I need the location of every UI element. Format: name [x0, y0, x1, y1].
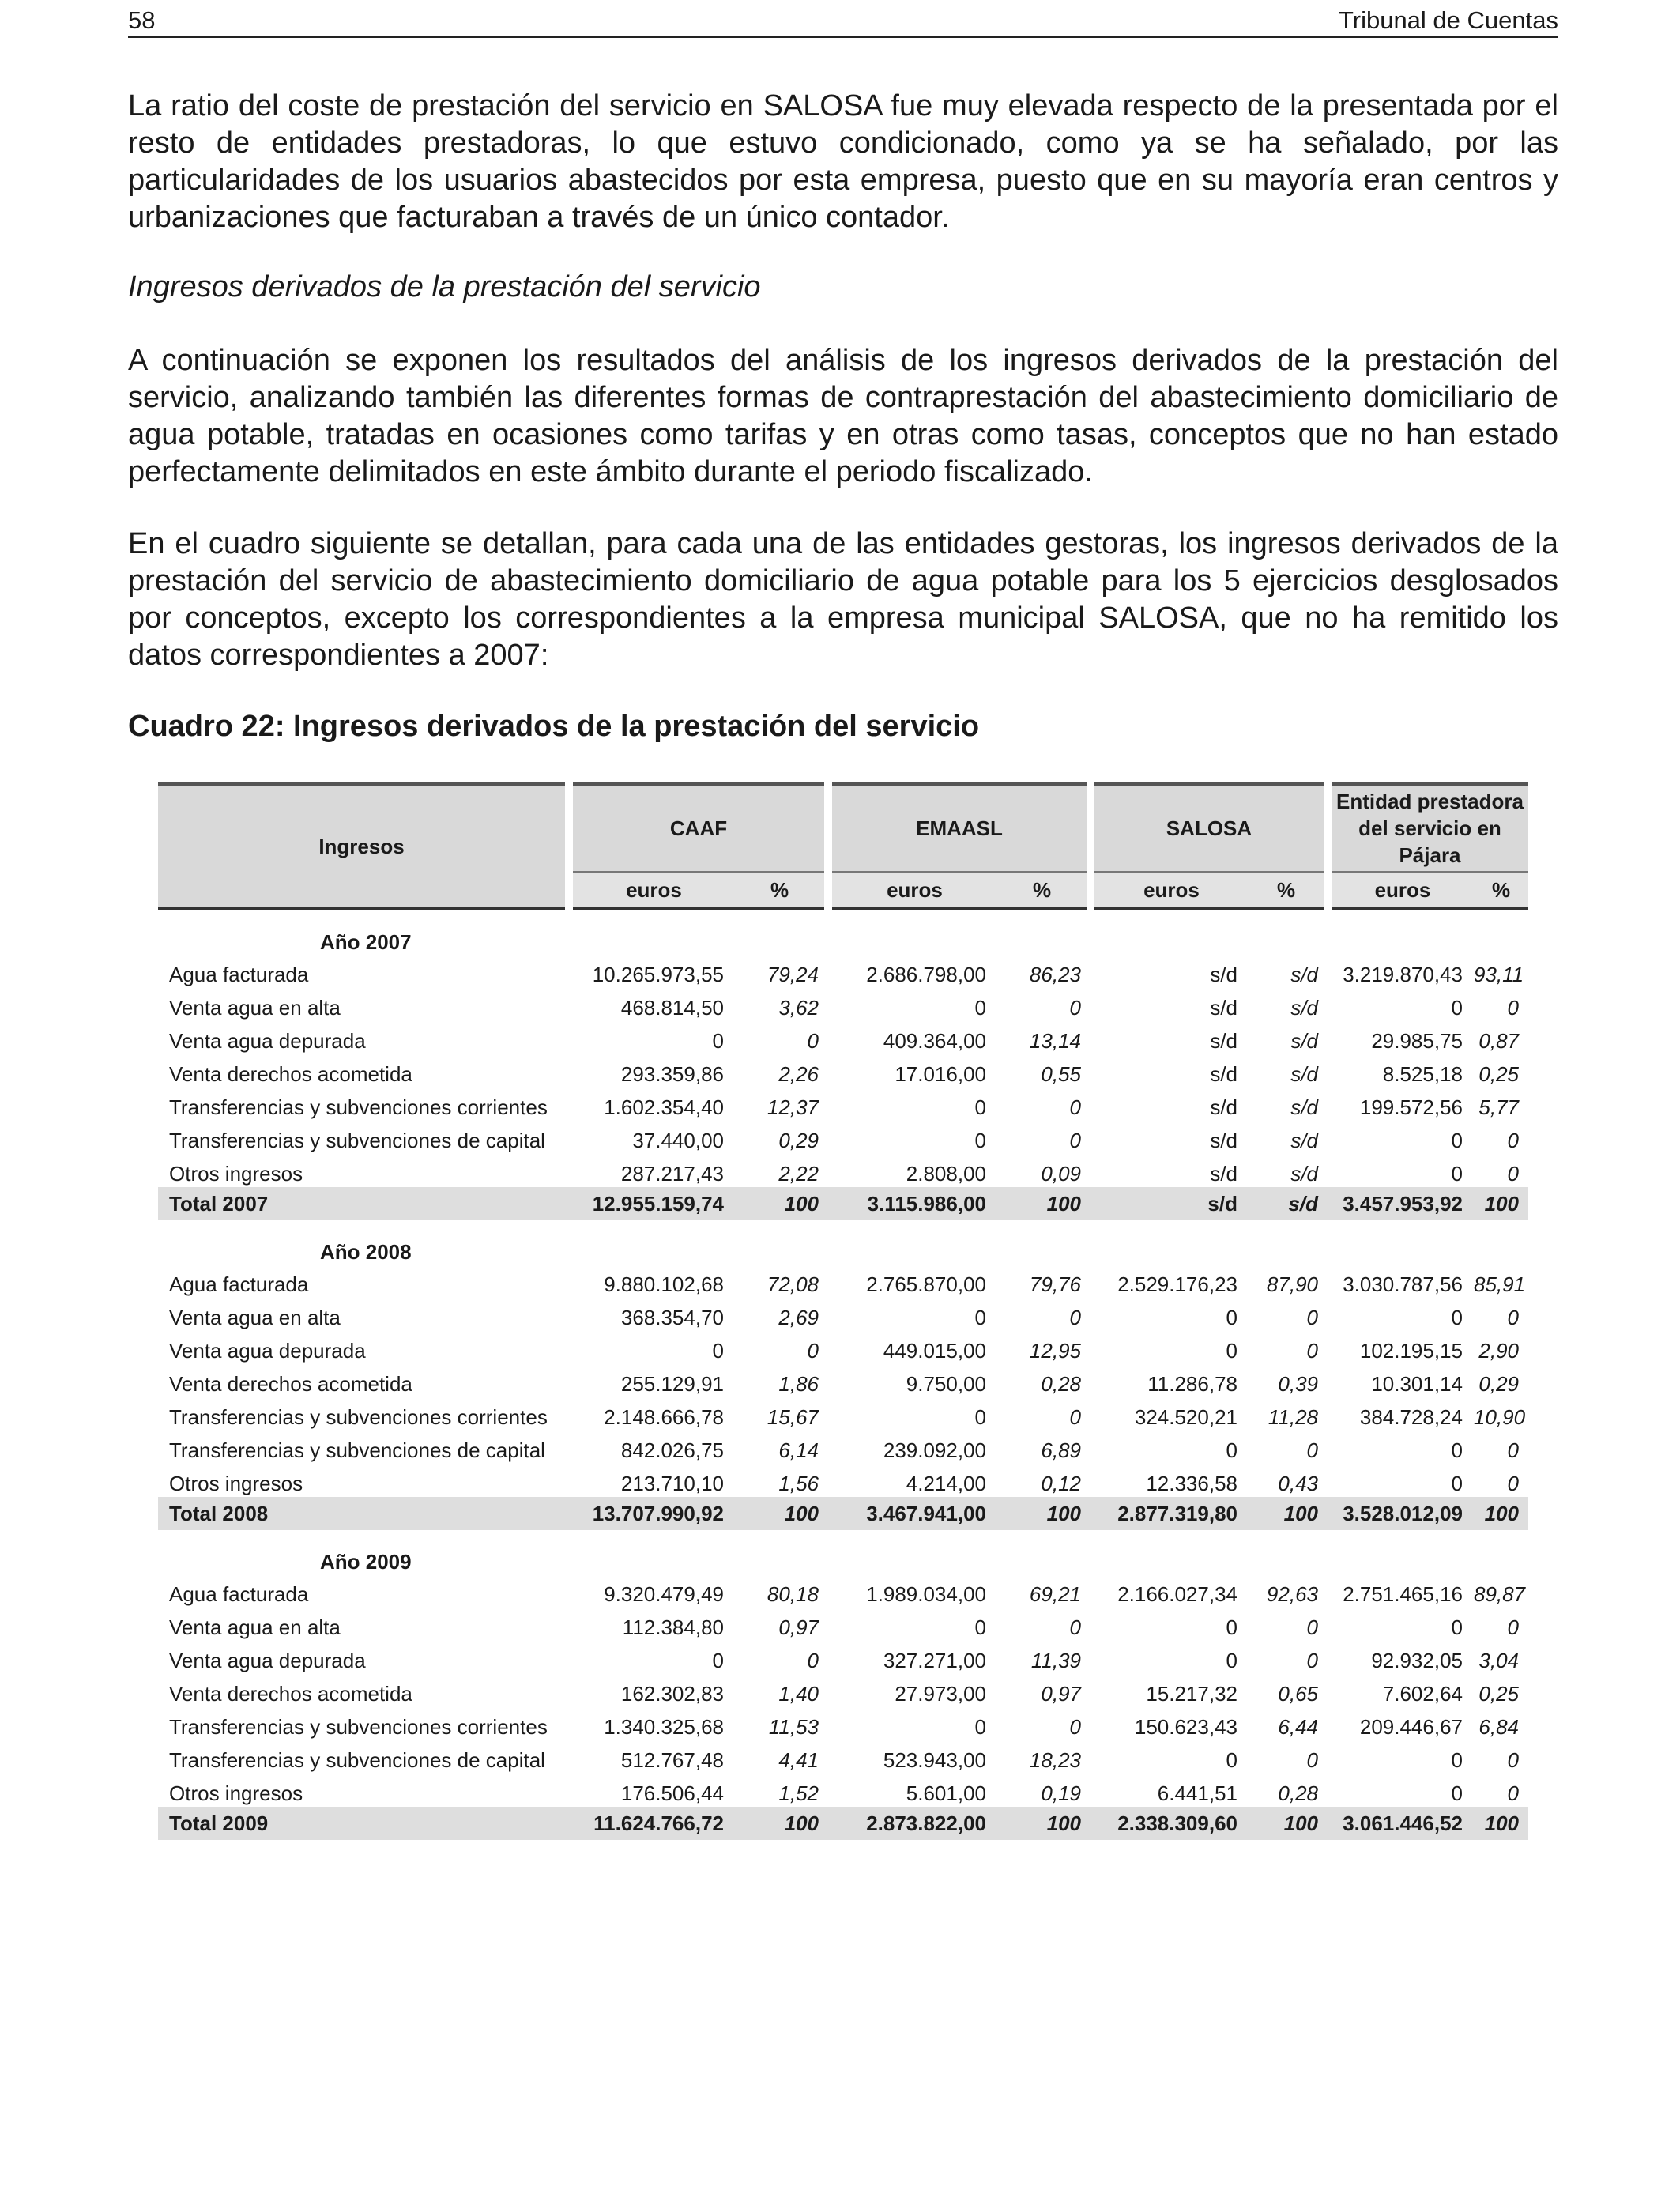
table-body	[158, 909, 1528, 1840]
cell-pct: s/d	[1290, 1029, 1318, 1053]
total-euros: 2.873.822,00	[828, 1807, 997, 1840]
cell-euros: 4.214,00	[906, 1472, 986, 1495]
cell-pct: 6,14	[778, 1438, 819, 1462]
row-label: Venta agua en alta	[169, 1306, 341, 1329]
total-pct: 100	[735, 1187, 828, 1220]
cell-pct: 18,23	[1029, 1748, 1081, 1772]
total-pct: s/d	[1249, 1187, 1328, 1220]
cell-euros: 11.286,78	[1147, 1372, 1237, 1396]
cell-pct: 1,56	[778, 1472, 819, 1495]
row-label: Otros ingresos	[169, 1472, 303, 1495]
table-row	[158, 988, 1528, 1021]
cell-euros: 2.808,00	[906, 1162, 986, 1186]
cell-pct: 86,23	[1029, 963, 1081, 986]
table-row	[158, 1088, 1528, 1121]
row-label: Transferencias y subvenciones corrientes	[169, 1715, 548, 1739]
cell-euros: 2.166.027,34	[1117, 1582, 1237, 1606]
cell-euros: 0	[974, 1405, 986, 1429]
cell-pct: 15,67	[767, 1405, 819, 1429]
cell-pct: 12,95	[1029, 1339, 1081, 1363]
total-pct: 100	[997, 1187, 1090, 1220]
cell-pct: 0	[1507, 1472, 1519, 1495]
cell-pct: s/d	[1290, 1162, 1318, 1186]
table-row	[158, 1740, 1528, 1774]
cell-pct: 0	[1507, 1781, 1519, 1805]
cell-pct: 1,86	[778, 1372, 819, 1396]
total-euros: 3.061.446,52	[1328, 1807, 1474, 1840]
cell-euros: 255.129,91	[620, 1372, 724, 1396]
cell-euros: 409.364,00	[883, 1029, 986, 1053]
row-label: Venta agua en alta	[169, 996, 341, 1020]
paragraph-3: En el cuadro siguiente se detallan, para cada una de las entidades gestoras, los ingresos derivados de la prestación del servicio de abastecimiento domiciliario de agua potable para los 5 ejercicios desglosados por conceptos, excepto los correspondientes a la empresa municipal SALOSA, que no ha remitido los datos correspondientes a 2007:	[128, 527, 1558, 672]
total-euros: 11.624.766,72	[569, 1807, 735, 1840]
cell-euros: 112.384,80	[622, 1615, 724, 1639]
year-header-row	[158, 909, 1528, 955]
cell-euros: 468.814,50	[620, 996, 724, 1020]
row-label: Venta agua depurada	[169, 1029, 366, 1053]
cell-euros: 0	[1451, 1472, 1463, 1495]
year-header-row	[158, 1220, 1528, 1265]
cell-pct: 0	[1069, 1306, 1081, 1329]
cell-pct: 0,28	[1041, 1372, 1081, 1396]
cell-euros: 3.219.870,43	[1343, 963, 1463, 986]
table-row	[158, 1674, 1528, 1707]
row-label: Venta derechos acometida	[169, 1682, 412, 1706]
cell-euros: 0	[1451, 1748, 1463, 1772]
cell-pct: 93,11	[1474, 963, 1524, 986]
income-table	[158, 782, 1528, 1840]
cell-pct: 0	[1306, 1306, 1318, 1329]
total-row	[158, 1497, 1528, 1530]
cell-euros: 327.271,00	[883, 1649, 986, 1672]
cell-euros: 0	[1226, 1306, 1237, 1329]
cell-euros: 449.015,00	[883, 1339, 986, 1363]
cell-euros: 8.525,18	[1382, 1062, 1463, 1086]
row-label: Transferencias y subvenciones de capital	[169, 1748, 545, 1772]
cell-euros: 0	[1451, 996, 1463, 1020]
header-organization: Tribunal de Cuentas	[1338, 6, 1558, 34]
cell-euros: 324.520,21	[1134, 1405, 1237, 1429]
table-row	[158, 1121, 1528, 1154]
cell-pct: 2,69	[778, 1306, 819, 1329]
row-label: Venta derechos acometida	[169, 1062, 412, 1086]
table-row	[158, 1431, 1528, 1464]
cell-euros: 1.989.034,00	[866, 1582, 986, 1606]
cell-euros: 0	[712, 1649, 724, 1672]
cell-pct: 2,22	[778, 1162, 819, 1186]
cell-pct: 0,19	[1041, 1781, 1081, 1805]
cell-pct: s/d	[1290, 963, 1318, 986]
cell-euros: 2.148.666,78	[604, 1405, 724, 1429]
cell-pct: 13,14	[1029, 1029, 1081, 1053]
cell-euros: s/d	[1210, 1062, 1237, 1086]
cell-pct: 0,29	[778, 1129, 819, 1152]
subheader-pct: %	[1474, 872, 1528, 909]
cell-euros: 17.016,00	[895, 1062, 986, 1086]
cell-pct: 2,26	[778, 1062, 819, 1086]
subheader-euros: euros	[1328, 872, 1474, 909]
col-header-salosa: SALOSA	[1090, 784, 1328, 872]
table-row	[158, 955, 1528, 988]
cell-euros: 0	[1226, 1615, 1237, 1639]
cell-euros: 7.602,64	[1382, 1682, 1463, 1706]
cell-euros: 0	[974, 1615, 986, 1639]
cell-pct: 2,90	[1478, 1339, 1519, 1363]
cell-pct: 0,29	[1478, 1372, 1519, 1396]
cell-euros: 0	[1451, 1438, 1463, 1462]
cell-euros: 102.195,15	[1359, 1339, 1463, 1363]
row-label: Otros ingresos	[169, 1162, 303, 1186]
cell-pct: 0	[1507, 1306, 1519, 1329]
cell-pct: 3,62	[778, 996, 819, 1020]
cell-pct: 0,87	[1478, 1029, 1519, 1053]
cell-pct: 0	[1069, 996, 1081, 1020]
row-label: Transferencias y subvenciones de capital	[169, 1129, 545, 1152]
cell-pct: 1,52	[778, 1781, 819, 1805]
col-header-pajara: Entidad prestadora del servicio en Pájara	[1328, 784, 1528, 872]
row-label: Venta agua depurada	[169, 1339, 366, 1363]
cell-pct: 0	[1069, 1715, 1081, 1739]
row-label: Venta agua en alta	[169, 1615, 341, 1639]
cell-euros: 293.359,86	[620, 1062, 724, 1086]
row-label: Agua facturada	[169, 1582, 309, 1606]
cell-pct: 12,37	[767, 1095, 819, 1119]
total-euros: 2.877.319,80	[1090, 1497, 1249, 1530]
total-euros: 3.457.953,92	[1328, 1187, 1474, 1220]
cell-pct: 0,43	[1278, 1472, 1318, 1495]
cell-euros: 0	[1226, 1438, 1237, 1462]
cell-pct: 0,28	[1278, 1781, 1318, 1805]
table-row	[158, 1331, 1528, 1364]
cell-pct: 0	[1069, 1095, 1081, 1119]
cell-euros: 209.446,67	[1359, 1715, 1463, 1739]
total-euros: 13.707.990,92	[569, 1497, 735, 1530]
cell-euros: s/d	[1210, 1095, 1237, 1119]
cell-pct: 0	[1507, 996, 1519, 1020]
subheader-pct: %	[1249, 872, 1328, 909]
cell-pct: s/d	[1290, 1095, 1318, 1119]
year-label: Año 2009	[320, 1550, 412, 1574]
cell-pct: s/d	[1290, 996, 1318, 1020]
cell-euros: 12.336,58	[1146, 1472, 1237, 1495]
cell-pct: 4,41	[778, 1748, 819, 1772]
cell-euros: 287.217,43	[620, 1162, 724, 1186]
subheader-euros: euros	[828, 872, 997, 909]
cell-pct: 0	[1507, 1162, 1519, 1186]
cell-euros: s/d	[1210, 963, 1237, 986]
cell-pct: 0	[807, 1029, 819, 1053]
cell-euros: 1.340.325,68	[604, 1715, 724, 1739]
total-euros: s/d	[1090, 1187, 1249, 1220]
cell-euros: 2.686.798,00	[866, 963, 986, 986]
table-row	[158, 1641, 1528, 1674]
cell-euros: 199.572,56	[1359, 1095, 1463, 1119]
table-row	[158, 1464, 1528, 1497]
cell-euros: 0	[1451, 1306, 1463, 1329]
total-row	[158, 1187, 1528, 1220]
cell-pct: 0,97	[1041, 1682, 1081, 1706]
cell-euros: 150.623,43	[1134, 1715, 1237, 1739]
table-row	[158, 1574, 1528, 1608]
page-number: 58	[128, 6, 156, 34]
cell-euros: 37.440,00	[632, 1129, 724, 1152]
col-header-emaasl: EMAASL	[828, 784, 1090, 872]
total-euros: 2.338.309,60	[1090, 1807, 1249, 1840]
cell-euros: 213.710,10	[620, 1472, 724, 1495]
table-header	[158, 784, 1528, 909]
col-header-caaf: CAAF	[569, 784, 828, 872]
year-label: Año 2007	[320, 930, 412, 954]
cell-pct: 0	[1507, 1748, 1519, 1772]
cell-pct: 0	[1069, 1615, 1081, 1639]
table-caption: Cuadro 22: Ingresos derivados de la prestación del servicio	[128, 710, 980, 743]
cell-euros: 523.943,00	[883, 1748, 986, 1772]
total-euros: 3.115.986,00	[828, 1187, 997, 1220]
cell-euros: 0	[712, 1029, 724, 1053]
cell-pct: 0,25	[1478, 1062, 1519, 1086]
total-pct: 100	[997, 1497, 1090, 1530]
cell-pct: 6,89	[1041, 1438, 1081, 1462]
cell-euros: 0	[1451, 1615, 1463, 1639]
cell-pct: 5,77	[1478, 1095, 1519, 1119]
page-header	[128, 5, 1558, 38]
cell-pct: 79,76	[1029, 1272, 1081, 1296]
cell-pct: 0	[1306, 1649, 1318, 1672]
cell-euros: 15.217,32	[1146, 1682, 1237, 1706]
table-row	[158, 1298, 1528, 1331]
income-table-container	[158, 782, 1528, 1840]
cell-pct: 0,97	[778, 1615, 819, 1639]
row-label: Agua facturada	[169, 963, 309, 986]
row-label: Transferencias y subvenciones corrientes	[169, 1405, 548, 1429]
cell-pct: 6,44	[1278, 1715, 1318, 1739]
cell-euros: 384.728,24	[1359, 1405, 1463, 1429]
cell-pct: 0	[1306, 1339, 1318, 1363]
cell-pct: 0,65	[1278, 1682, 1318, 1706]
year-header-row	[158, 1530, 1528, 1574]
cell-euros: 0	[974, 1715, 986, 1739]
cell-euros: 5.601,00	[906, 1781, 986, 1805]
total-pct: 100	[997, 1807, 1090, 1840]
table-row	[158, 1021, 1528, 1054]
total-pct: 100	[1249, 1497, 1328, 1530]
cell-euros: 0	[974, 1306, 986, 1329]
cell-euros: 0	[1451, 1162, 1463, 1186]
total-row	[158, 1807, 1528, 1840]
cell-pct: 80,18	[767, 1582, 819, 1606]
cell-pct: 11,28	[1268, 1405, 1318, 1429]
subheader-pct: %	[735, 872, 828, 909]
cell-pct: 0	[1306, 1748, 1318, 1772]
total-label: Total 2008	[158, 1497, 569, 1530]
cell-euros: 239.092,00	[883, 1438, 986, 1462]
table-row	[158, 1265, 1528, 1298]
cell-euros: s/d	[1210, 1129, 1237, 1152]
cell-euros: 10.265.973,55	[592, 963, 724, 986]
cell-euros: 1.602.354,40	[604, 1095, 724, 1119]
cell-pct: 11,39	[1030, 1649, 1081, 1672]
cell-euros: s/d	[1210, 996, 1237, 1020]
subheader-pct: %	[997, 872, 1090, 909]
cell-pct: 0	[807, 1649, 819, 1672]
total-pct: 100	[735, 1497, 828, 1530]
cell-pct: 0	[1507, 1615, 1519, 1639]
cell-euros: 9.750,00	[906, 1372, 986, 1396]
cell-pct: 0,09	[1041, 1162, 1081, 1186]
cell-pct: 6,84	[1478, 1715, 1519, 1739]
table-row	[158, 1707, 1528, 1740]
section-subtitle: Ingresos derivados de la prestación del servicio	[128, 270, 761, 303]
subheader-euros: euros	[1090, 872, 1249, 909]
paragraph-2: A continuación se exponen los resultados del análisis de los ingresos derivados de la prestación del servicio, analizando también las diferentes formas de contraprestación del abastecimiento domiciliario de agua potable, tratadas en ocasiones como tarifas y en otras como tasas, conceptos que no han estado perfectamente delimitados en este ámbito durante el periodo fiscalizado.	[128, 344, 1558, 488]
cell-pct: 0	[1306, 1615, 1318, 1639]
cell-euros: 2.529.176,23	[1117, 1272, 1237, 1296]
cell-pct: 0	[1069, 1129, 1081, 1152]
row-label: Transferencias y subvenciones de capital	[169, 1438, 545, 1462]
year-label: Año 2008	[320, 1240, 412, 1264]
row-label: Transferencias y subvenciones corrientes	[169, 1095, 548, 1119]
cell-pct: 0,25	[1478, 1682, 1519, 1706]
cell-euros: 0	[1226, 1748, 1237, 1772]
cell-pct: s/d	[1290, 1062, 1318, 1086]
cell-euros: 176.506,44	[620, 1781, 724, 1805]
table-row	[158, 1154, 1528, 1187]
cell-pct: 0	[1306, 1438, 1318, 1462]
cell-pct: 11,53	[768, 1715, 819, 1739]
cell-pct: 0	[1507, 1129, 1519, 1152]
total-pct: 100	[1474, 1497, 1528, 1530]
total-pct: 100	[1474, 1807, 1528, 1840]
cell-euros: 2.751.465,16	[1343, 1582, 1463, 1606]
paragraph-1: La ratio del coste de prestación del servicio en SALOSA fue muy elevada respecto de la presentada por el resto de entidades prestadoras, lo que estuvo condicionado, como ya se ha señalado, por las particularidades de los usuarios abastecidos por esta empresa, puesto que en su mayoría eran centros y urbanizaciones que facturaban a través de un único contador.	[128, 89, 1558, 234]
cell-pct: 0	[1507, 1438, 1519, 1462]
total-euros: 3.467.941,00	[828, 1497, 997, 1530]
cell-euros: 10.301,14	[1371, 1372, 1463, 1396]
cell-euros: s/d	[1210, 1162, 1237, 1186]
cell-euros: 27.973,00	[895, 1682, 986, 1706]
total-label: Total 2009	[158, 1807, 569, 1840]
cell-euros: s/d	[1210, 1029, 1237, 1053]
cell-euros: 0	[1226, 1649, 1237, 1672]
table-row	[158, 1397, 1528, 1431]
total-label: Total 2007	[158, 1187, 569, 1220]
cell-euros: 3.030.787,56	[1343, 1272, 1463, 1296]
cell-pct: 69,21	[1029, 1582, 1081, 1606]
table-row	[158, 1364, 1528, 1397]
cell-pct: 0	[807, 1339, 819, 1363]
cell-pct: 0,12	[1041, 1472, 1081, 1495]
cell-euros: 0	[974, 996, 986, 1020]
cell-pct: 87,90	[1266, 1272, 1318, 1296]
total-pct: 100	[735, 1807, 828, 1840]
cell-euros: 9.320.479,49	[604, 1582, 724, 1606]
cell-euros: 162.302,83	[620, 1682, 724, 1706]
row-label: Venta derechos acometida	[169, 1372, 412, 1396]
cell-euros: 368.354,70	[620, 1306, 724, 1329]
cell-euros: 0	[712, 1339, 724, 1363]
total-pct: 100	[1249, 1807, 1328, 1840]
cell-euros: 0	[1451, 1781, 1463, 1805]
cell-pct: 0,55	[1041, 1062, 1081, 1086]
cell-pct: 0,39	[1278, 1372, 1318, 1396]
cell-euros: 6.441,51	[1157, 1781, 1237, 1805]
cell-euros: 29.985,75	[1371, 1029, 1463, 1053]
cell-pct: 72,08	[767, 1272, 819, 1296]
total-euros: 3.528.012,09	[1328, 1497, 1474, 1530]
cell-euros: 0	[1226, 1339, 1237, 1363]
cell-euros: 2.765.870,00	[866, 1272, 986, 1296]
table-row	[158, 1774, 1528, 1807]
cell-pct: 3,04	[1478, 1649, 1519, 1672]
row-label: Venta agua depurada	[169, 1649, 366, 1672]
cell-euros: 92.932,05	[1371, 1649, 1463, 1672]
cell-euros: 9.880.102,68	[604, 1272, 724, 1296]
cell-pct: 1,40	[778, 1682, 819, 1706]
row-label: Otros ingresos	[169, 1781, 303, 1805]
cell-pct: 10,90	[1474, 1405, 1526, 1429]
cell-euros: 0	[974, 1129, 986, 1152]
row-label: Agua facturada	[169, 1272, 309, 1296]
col-header-ingresos: Ingresos	[158, 784, 569, 909]
cell-euros: 0	[1451, 1129, 1463, 1152]
table-row	[158, 1054, 1528, 1088]
cell-pct: 79,24	[767, 963, 819, 986]
cell-pct: 0	[1069, 1405, 1081, 1429]
total-euros: 12.955.159,74	[569, 1187, 735, 1220]
cell-pct: 85,91	[1474, 1272, 1526, 1296]
subheader-euros: euros	[569, 872, 735, 909]
cell-euros: 842.026,75	[620, 1438, 724, 1462]
total-pct: 100	[1474, 1187, 1528, 1220]
cell-euros: 0	[974, 1095, 986, 1119]
cell-pct: 89,87	[1474, 1582, 1526, 1606]
table-row	[158, 1608, 1528, 1641]
cell-euros: 512.767,48	[620, 1748, 724, 1772]
cell-pct: s/d	[1290, 1129, 1318, 1152]
cell-pct: 92,63	[1266, 1582, 1318, 1606]
